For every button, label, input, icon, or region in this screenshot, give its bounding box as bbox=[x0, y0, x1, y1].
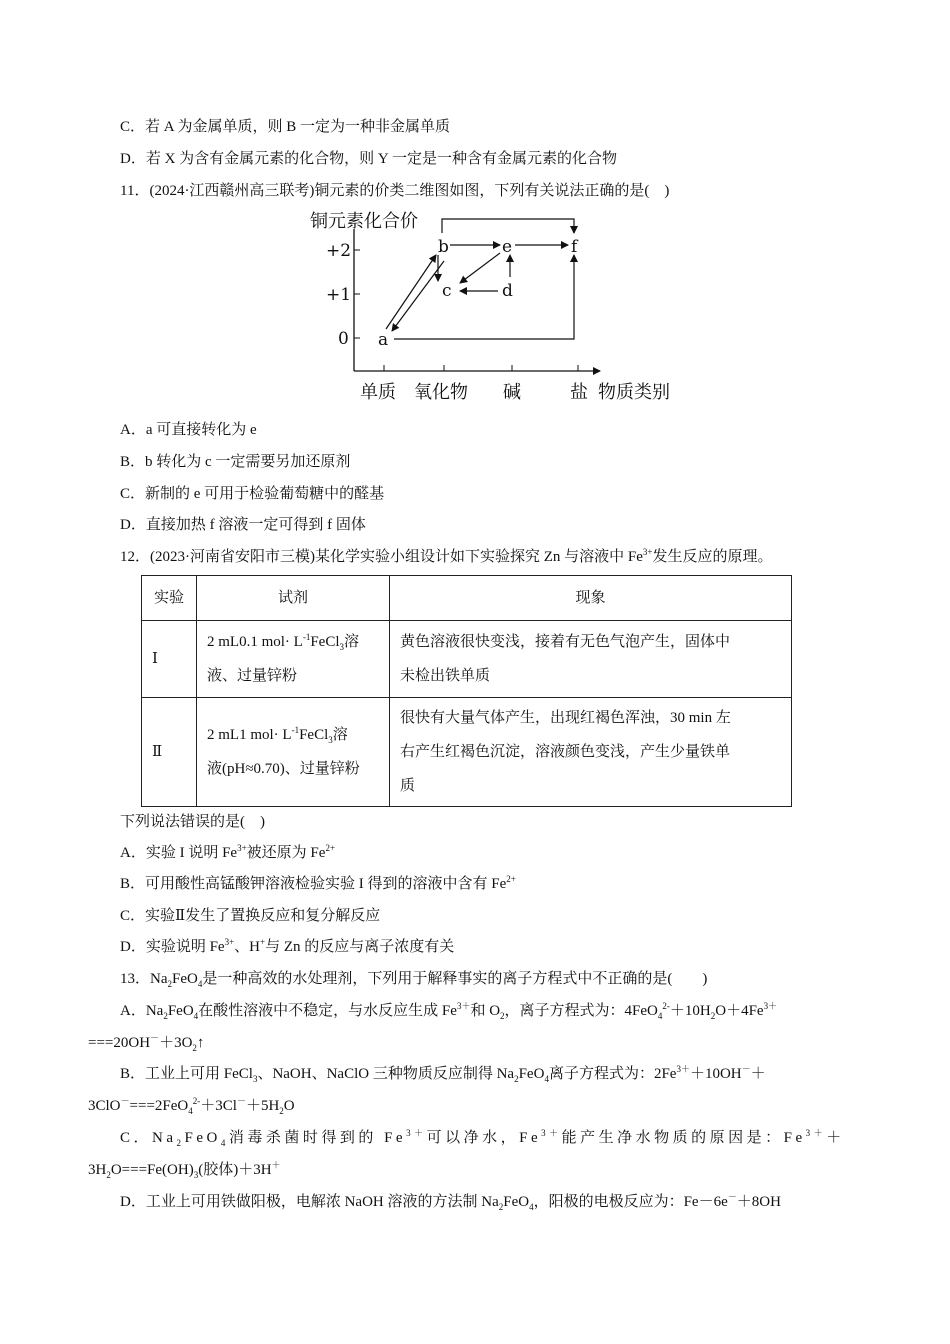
experiment-table bbox=[141, 575, 792, 807]
q13-stem: 13．$Na_2FeO_4$是一种高效的水处理剂，下列用于解释事实的离子方程式中不正确的是( ) bbox=[120, 971, 708, 989]
table-row bbox=[142, 621, 792, 698]
x-tick-oxide: 氧化物 bbox=[414, 382, 468, 403]
table-header: 试剂 bbox=[197, 576, 390, 621]
table-cell-exp: Ⅱ bbox=[142, 698, 197, 807]
q12-option-d: D．实验说明 $Fe^{3+}$、H+与 Zn 的反应与离子浓度有关 bbox=[120, 937, 455, 955]
point-c: c bbox=[442, 281, 452, 301]
arrow-e-to-c bbox=[460, 253, 500, 283]
y-tick-plus1: +1 bbox=[326, 285, 352, 305]
q10-option-d: D．若 X 为含有金属元素的化合物，则 Y 一定是一种含有金属元素的化合物 bbox=[120, 151, 617, 167]
q12-option-a: A．实验 I 说明 $Fe^{3+}$被还原为 $Fe^{2+}$ bbox=[120, 843, 336, 861]
q13-option-b-line2: $3ClO^-===2FeO_4^{2-}+3Cl^-+5H_2O$ bbox=[88, 1096, 295, 1116]
copper-valence-class-diagram bbox=[300, 205, 690, 410]
arrow-b-to-a bbox=[392, 261, 444, 331]
q13-option-c-line2: $3H_2O===Fe(OH)_3$(胶体)＋3H＋ bbox=[88, 1160, 281, 1180]
x-tick-salt: 盐 bbox=[570, 382, 588, 403]
q11-option-d: D．直接加热 f 溶液一定可得到 f 固体 bbox=[120, 517, 366, 533]
arrow-b-to-f-top bbox=[442, 219, 574, 233]
q11-option-b: B．b 转化为 c 一定需要另加还原剂 bbox=[120, 454, 351, 470]
table-cell-phenomenon: 很快有大量气体产生，出现红褐色浑浊，30 min 左 右产生红褐色沉淀，溶液颜色变浅，产生少量铁单 质 bbox=[390, 698, 792, 807]
point-a: a bbox=[378, 330, 389, 350]
table-header: 现象 bbox=[390, 576, 792, 621]
table-cell-exp: Ⅰ bbox=[142, 621, 197, 698]
point-e: e bbox=[502, 237, 513, 257]
q13-option-b-line1: B．工业上可用 FeCl$_3$、NaOH、NaClO 三种物质反应制得 $Na_2FeO_4$离子方程式为：$2Fe^{3+}+10OH^-+$ bbox=[120, 1064, 766, 1084]
x-axis-label: 物质类别 bbox=[598, 382, 670, 403]
x-tick-element: 单质 bbox=[360, 382, 396, 403]
table-cell-phenomenon: 黄色溶液很快变浅，接着有无色气泡产生，固体中 未检出铁单质 bbox=[390, 621, 792, 698]
x-tick-base: 碱 bbox=[503, 382, 521, 403]
point-d: d bbox=[502, 281, 513, 301]
q12-question: 下列说法错误的是( ) bbox=[120, 814, 265, 830]
q13-option-d: D．工业上可用铁做阳极，电解浓 NaOH 溶液的方法制 $Na_2FeO_4$，阳极的电极反应为：Fe－6e－＋8OH bbox=[120, 1192, 781, 1212]
q12-stem: 12．(2023·河南省安阳市三模)某化学实验小组设计如下实验探究 Zn 与溶液中 $Fe^{3+}$发生反应的原理。 bbox=[120, 547, 773, 565]
q10-option-c: C．若 A 为金属单质，则 B 一定为一种非金属单质 bbox=[120, 119, 451, 135]
arrow-a-to-f bbox=[394, 255, 574, 339]
table-header-row bbox=[142, 576, 792, 621]
table-header: 实验 bbox=[142, 576, 197, 621]
q11-stem: 11．(2024·江西赣州高三联考)铜元素的价类二维图如图，下列有关说法正确的是( ) bbox=[120, 183, 670, 199]
arrow-a-to-b bbox=[386, 255, 436, 329]
y-axis-label: 铜元素化合价 bbox=[310, 211, 418, 232]
y-tick-zero: 0 bbox=[338, 329, 349, 349]
q11-option-a: A．a 可直接转化为 e bbox=[120, 422, 257, 438]
table-cell-reagent: 2 mL0.1 $mol\cdot L^{-1}FeCl_3$溶 液、过量锌粉 bbox=[197, 621, 390, 698]
q13-option-a-line2: $===20OH^-+3O_2↑$ bbox=[88, 1033, 205, 1053]
table-row bbox=[142, 698, 792, 807]
table-cell-reagent: 2 mL1 $mol\cdot L^{-1}FeCl_3$溶 液(pH≈0.70)、过量锌粉 bbox=[197, 698, 390, 807]
q12-option-c: C．实验Ⅱ发生了置换反应和复分解反应 bbox=[120, 908, 381, 924]
point-f: f bbox=[571, 237, 578, 257]
q12-option-b: B．可用酸性高锰酸钾溶液检验实验 I 得到的溶液中含有 $Fe^{2+}$ bbox=[120, 874, 516, 892]
y-tick-plus2: +2 bbox=[326, 241, 352, 261]
point-b: b bbox=[438, 237, 449, 257]
q11-option-c: C．新制的 e 可用于检验葡萄糖中的醛基 bbox=[120, 486, 385, 502]
q13-option-a-line1: A．$Na_2FeO_4$在酸性溶液中不稳定，与水反应生成 $Fe^{3+}$和 $O_2$，离子方程式为：$4FeO_4^{2-}+10H_2O+4Fe^{3+}$ bbox=[120, 1001, 778, 1021]
q13-option-c-line1: C．$Na_2FeO_4$消毒杀菌时得到的 $Fe^{3+}$可以净水，$Fe^{3+}$能产生净水物质的原因是：$Fe^{3+}+$ bbox=[120, 1128, 845, 1148]
